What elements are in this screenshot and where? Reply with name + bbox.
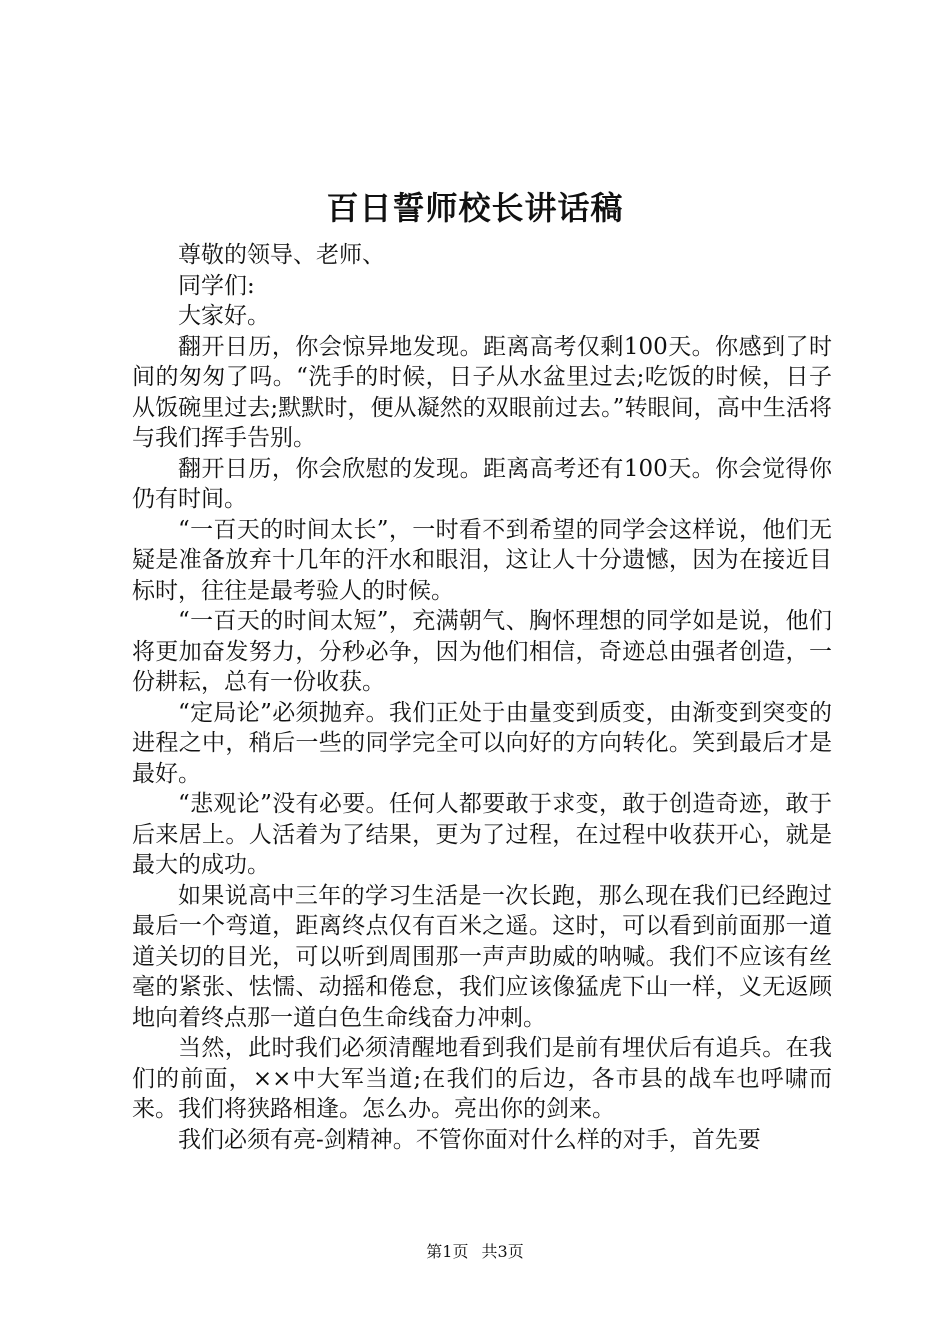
paragraph: 翻开日历，你会惊异地发现。距离高考仅剩100天。你感到了时间的匆匆了吗。“洗手的时候，日子从水盆里过去;吃饭的时候，日子从饭碗里过去;默默时，便从凝然的双眼前过去。”转眼间，高中生活将与我们挥手告别。 [132, 333, 832, 451]
paragraph-salutation-2: 同学们: [178, 272, 255, 299]
paragraph: “悲观论”没有必要。任何人都要敢于求变，敢于创造奇迹，敢于后来居上。人活着为了结果，更为了过程，在过程中收获开心，就是最大的成功。 [132, 791, 832, 878]
paragraph: 翻开日历，你会欣慰的发现。距离高考还有100天。你会觉得你仍有时间。 [132, 455, 832, 512]
document-title: 百日誓师校长讲话稿 [326, 189, 624, 227]
paragraph: 我们必须有亮-剑精神。不管你面对什么样的对手，首先要 [178, 1126, 761, 1153]
page-number: 第1页 [426, 1242, 469, 1261]
paragraph-greeting: 大家好。 [178, 303, 270, 329]
paragraph-salutation-1: 尊敬的领导、老师、 [178, 242, 385, 268]
paragraph: 如果说高中三年的学习生活是一次长跑，那么现在我们已经跑过最后一个弯道，距离终点仅有百米之遥。这时，可以看到前面那一道道关切的目光，可以听到周围那一声声助威的呐喊。我们不应该有丝毫的紧张、怯懦、动摇和倦怠，我们应该像猛虎下山一样，义无返顾地向着终点那一道白色生命线奋力冲刺。 [132, 882, 832, 1031]
paragraph: “一百天的时间太长”，一时看不到希望的同学会这样说，他们无疑是准备放弃十几年的汗水和眼泪，这让人十分遗憾，因为在接近目标时，往往是最考验人的时候。 [132, 516, 832, 604]
page-total: 共3页 [481, 1242, 524, 1261]
page-footer [0, 1240, 950, 1264]
paragraph: 当然，此时我们必须清醒地看到我们是前有埋伏后有追兵。在我们的前面，××中大军当道;在我们的后边，各市县的战车也呼啸而来。我们将狭路相逢。怎么办。亮出你的剑来。 [132, 1035, 832, 1122]
paragraph: “定局论”必须抛弃。我们正处于由量变到质变，由渐变到突变的进程之中，稍后一些的同学完全可以向好的方向转化。笑到最后才是最好。 [132, 699, 832, 787]
paragraph: “一百天的时间太短”，充满朝气、胸怀理想的同学如是说，他们将更加奋发努力，分秒必争，因为他们相信，奇迹总由强者创造，一份耕耘，总有一份收获。 [132, 608, 832, 695]
document-body [132, 240, 832, 1155]
